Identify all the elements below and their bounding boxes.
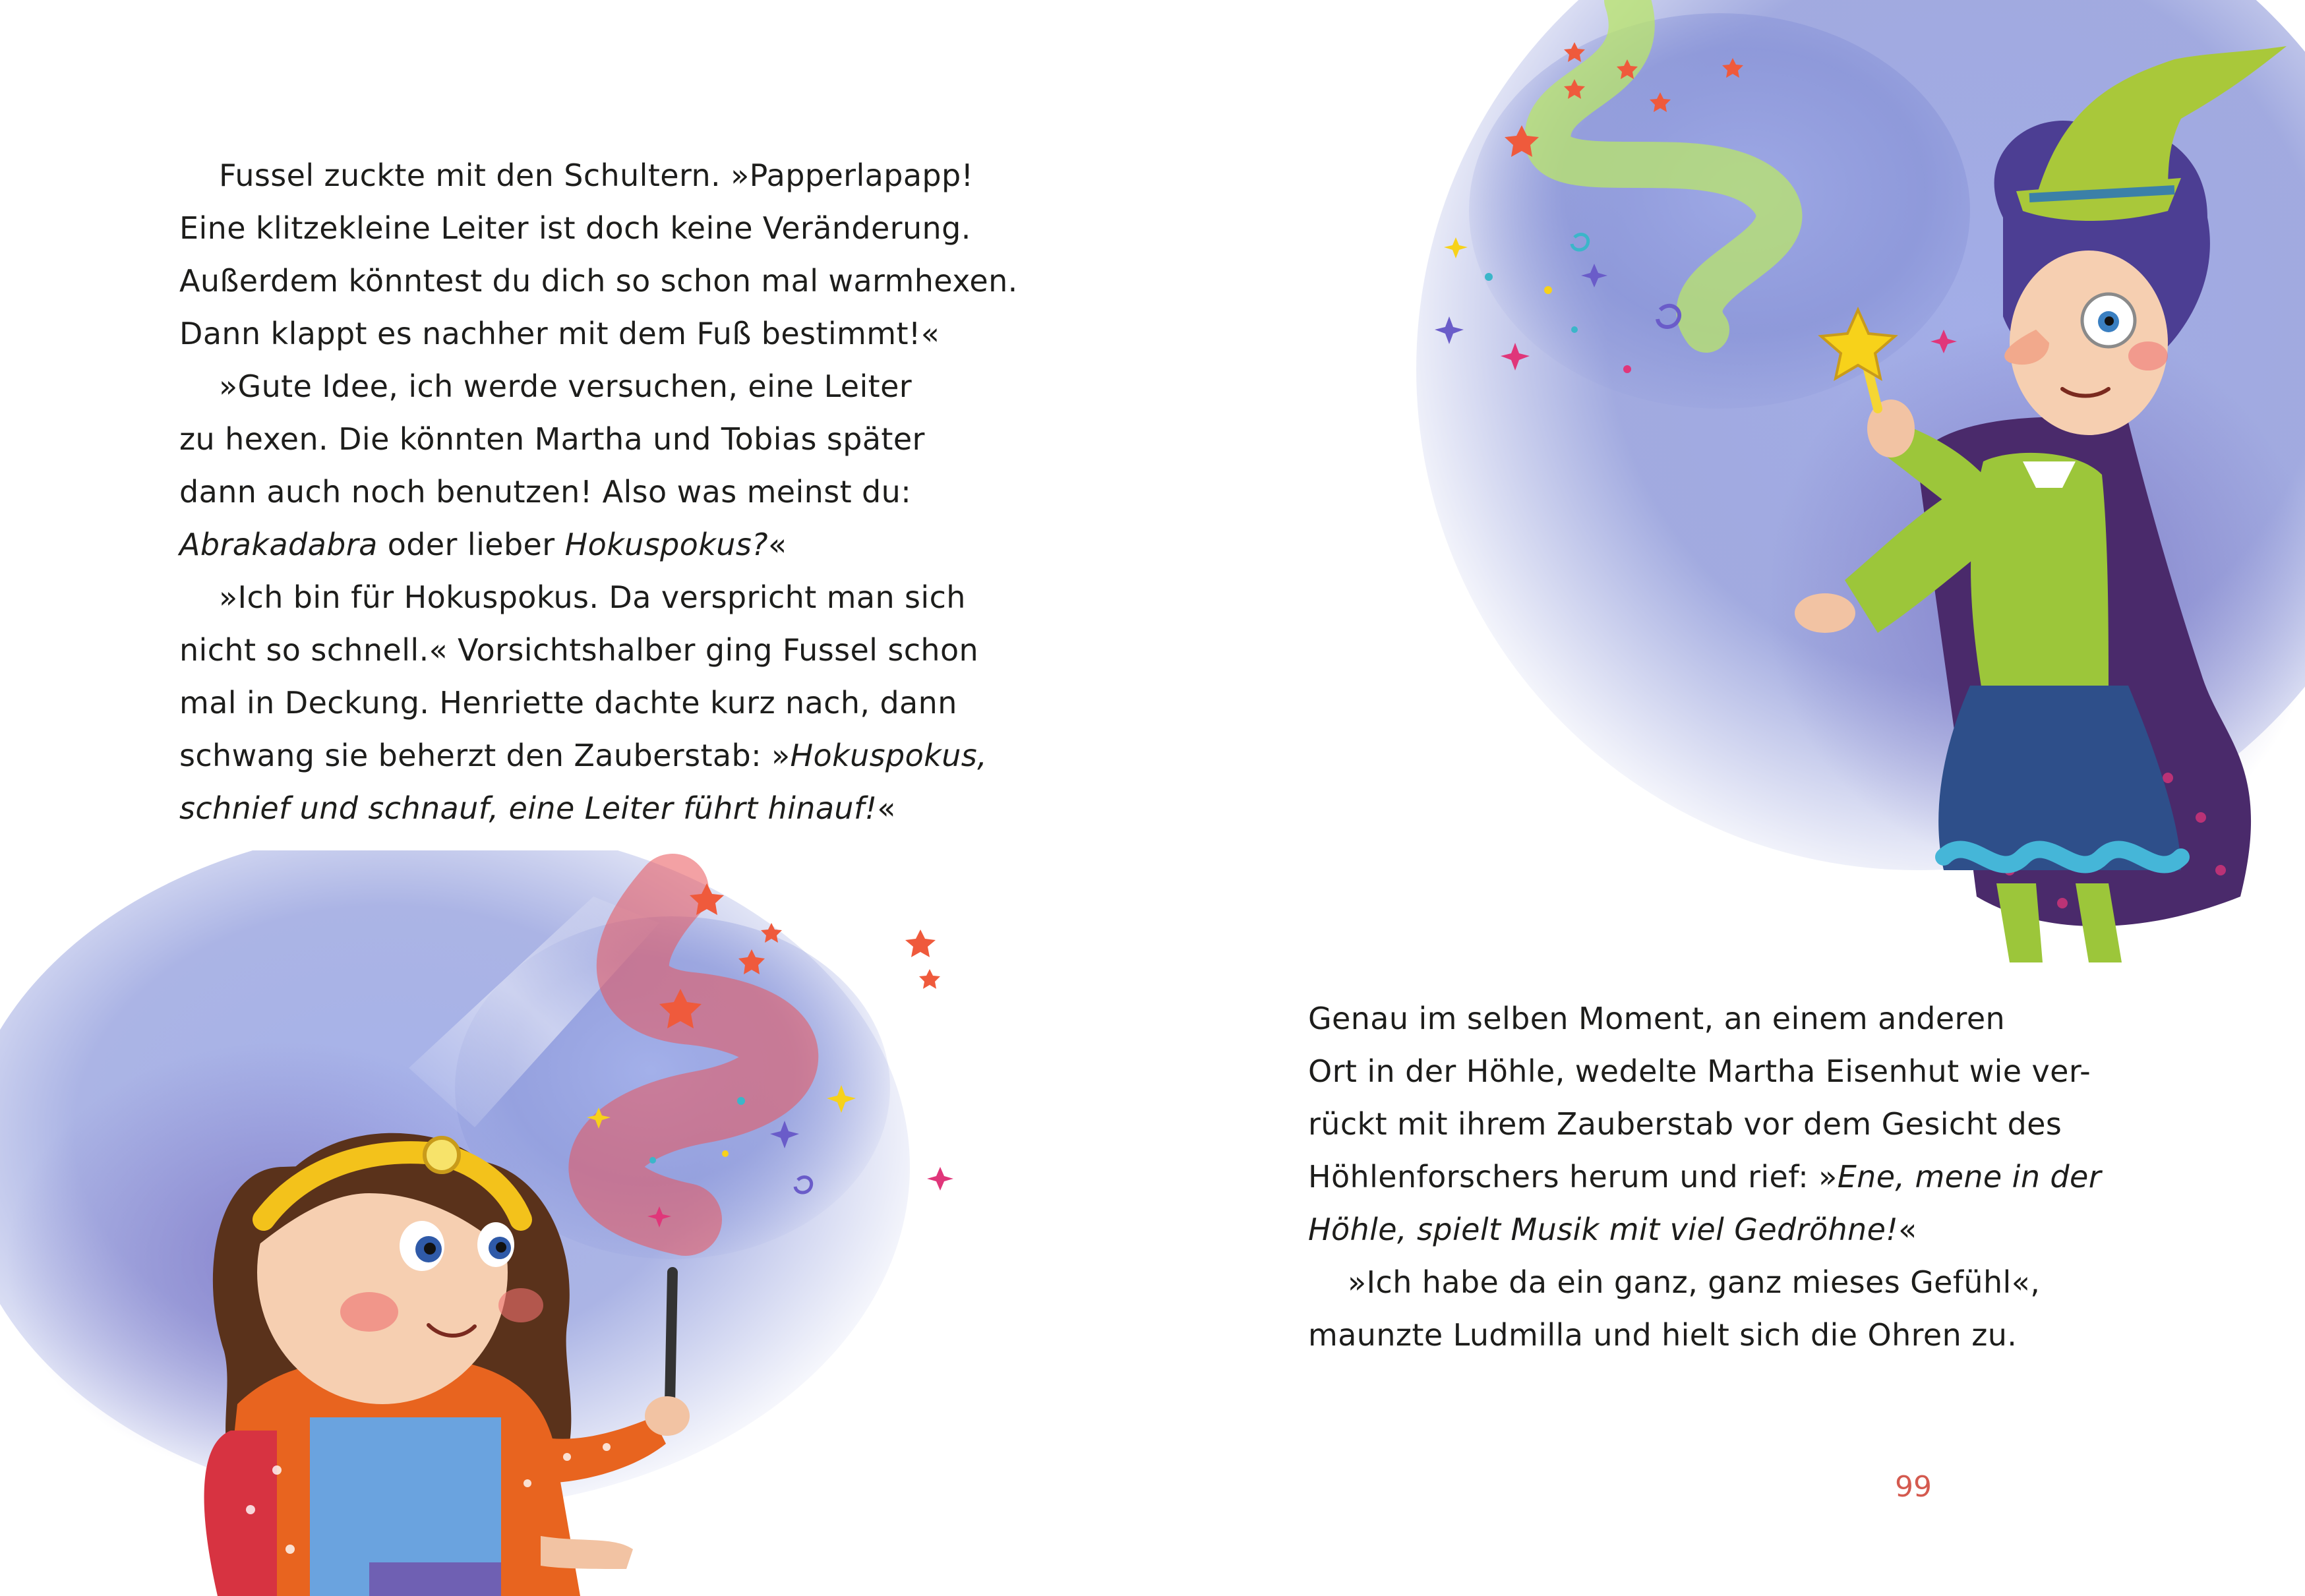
text-line (1308, 1256, 2101, 1309)
girl-with-wand-illustration (0, 850, 1152, 1596)
text-line (1308, 1150, 2101, 1203)
text-span: zu hexen. Die könnten Martha und Tobias später (179, 421, 925, 457)
text-span: « (768, 527, 787, 562)
text-span: Außerdem könntest du dich so schon mal warmhexen. (179, 263, 1018, 299)
italic-text: Höhle, spielt Musik mit viel Gedröhne! (1308, 1212, 1899, 1247)
italic-text: Abrakadabra (179, 527, 378, 562)
text-line (179, 465, 1018, 518)
text-line (1308, 992, 2101, 1045)
text-span: schwang sie beherzt den Zauberstab: » (179, 738, 791, 773)
text-span: « (1898, 1212, 1917, 1247)
text-span: Fussel zuckte mit den Schultern. »Papperlapapp! (219, 158, 974, 193)
right-page-text (1308, 992, 2101, 1361)
text-span: maunzte Ludmilla und hielt sich die Ohren zu. (1308, 1317, 2018, 1353)
text-line (179, 202, 1018, 254)
text-span: dann auch noch benutzen! Also was meinst du: (179, 474, 912, 510)
text-span: nicht so schnell.« Vorsichtshalber ging Fussel schon (179, 632, 979, 668)
text-line (1308, 1045, 2101, 1098)
text-span: mal in Deckung. Henriette dachte kurz nach, dann (179, 685, 957, 721)
text-line (179, 518, 1018, 571)
page-number: 99 (1895, 1470, 1932, 1504)
italic-text: schnief und schnauf, eine Leiter führt hinauf! (179, 790, 878, 826)
text-span: Eine klitzekleine Leiter ist doch keine Veränderung. (179, 210, 971, 246)
text-line (179, 624, 1018, 676)
text-span: Höhlenforschers herum und rief: » (1308, 1159, 1838, 1195)
text-span: Ort in der Höhle, wedelte Martha Eisenhut wie ver- (1308, 1053, 2091, 1089)
text-line (179, 571, 1018, 624)
text-line (1308, 1098, 2101, 1150)
text-line (179, 413, 1018, 465)
left-page (0, 0, 1152, 1596)
text-line (179, 149, 1018, 202)
text-line (179, 782, 1018, 835)
text-span: « (877, 790, 896, 826)
italic-text: Hokuspokus, (790, 738, 988, 773)
text-line (1308, 1309, 2101, 1361)
text-line (1308, 1203, 2101, 1256)
text-span: »Ich bin für Hokuspokus. Da verspricht man sich (219, 579, 966, 615)
text-span: »Ich habe da ein ganz, ganz mieses Gefühl«, (1348, 1264, 2041, 1300)
right-page (1152, 0, 2305, 1596)
text-span: oder lieber (377, 527, 565, 562)
witch-with-star-wand-illustration (1350, 0, 2305, 962)
text-line (179, 307, 1018, 360)
text-line (179, 676, 1018, 729)
text-span: Genau im selben Moment, an einem anderen (1308, 1001, 2006, 1036)
text-span: »Gute Idee, ich werde versuchen, eine Leiter (219, 369, 913, 404)
text-line (179, 360, 1018, 413)
text-span: Dann klappt es nachher mit dem Fuß bestimmt!« (179, 316, 940, 351)
text-line (179, 729, 1018, 782)
text-line (179, 254, 1018, 307)
text-span: rückt mit ihrem Zauberstab vor dem Gesicht des (1308, 1106, 2062, 1142)
left-page-text (179, 149, 1018, 835)
italic-text: Hokuspokus? (564, 527, 769, 562)
italic-text: Ene, mene in der (1837, 1159, 2102, 1195)
